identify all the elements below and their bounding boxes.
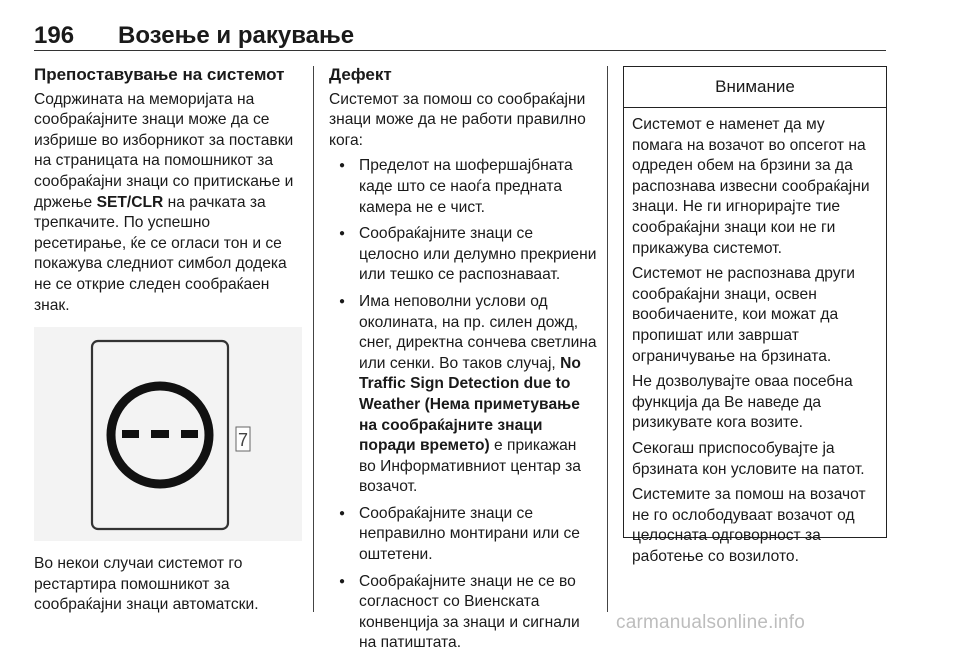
chapter-title: Возење и ракување bbox=[118, 22, 355, 49]
figure-svg bbox=[34, 327, 302, 541]
list-item: ● Пределот на шофершајбната каде што се наоѓа предната камера не е чист. bbox=[329, 156, 597, 218]
list-item: ● Сообраќајните знаци се целосно или делумно прекриени или тешко се распознаваат. bbox=[329, 224, 597, 286]
warning-title: Внимание bbox=[624, 67, 886, 108]
section-heading-fault: Дефект bbox=[329, 65, 392, 84]
reset-paragraph: Содржината на меморијата на сообраќајните знаци може да се избрише во изборникот за поставки на страницата на помошникот за сообраќајни знаци со притискање и држење SET/CLR на рачката за трепкачите. По успешно ресетирање, ќе се огласи тон и се покажува следниот симбол додека не се открие следен сообраќаен знак. bbox=[34, 90, 294, 314]
list-item: ● Сообраќајните знаци не се во согласност со Виенската конвенција за знаци и сигнали на патиштата. bbox=[329, 572, 597, 654]
column-reset bbox=[34, 65, 302, 616]
auto-restart-paragraph: Во некои случаи системот го рестартира помошникот за сообраќајни знаци автоматски. bbox=[34, 555, 259, 614]
dash-icon bbox=[181, 430, 198, 438]
section-heading-reset: Препоставување на системот bbox=[34, 65, 285, 84]
page-number: 196 bbox=[34, 22, 75, 49]
warning-paragraph: Секогаш приспособувајте ја брзината кон условите на патот. bbox=[632, 439, 865, 478]
list-item: ● Сообраќајните знаци се неправилно монтирани или се оштетени. bbox=[329, 504, 597, 566]
warning-paragraph: Не дозволувајте оваа посебна функција да Ве наведе да ризикувате кога возите. bbox=[632, 373, 853, 432]
column-divider bbox=[607, 66, 608, 612]
weather-message: No Traffic Sign Detection due to Weather (Нема приметување на сообраќајните знаци поради времето) bbox=[359, 354, 581, 455]
warning-paragraph: Системот не распознава други сообраќајни знаци, освен вообичаените, кои можат да пропишат или завршат ограничување на брзината. bbox=[632, 265, 855, 365]
list-item: ● Има неповолни услови од околината, на пр. силен дожд, снег, директна сончева светлина или сенки. Во таков случај, No Traffic Sign Detection due to Weather (Нема приметување на сообраќајните знаци поради времето) е прикажан во Информативниот центар за возачот. bbox=[329, 292, 597, 498]
warning-box bbox=[623, 66, 887, 565]
dash-icon bbox=[151, 430, 169, 438]
watermark: carmanualsonline.info bbox=[616, 612, 806, 633]
figure-callout-label: 7 bbox=[237, 430, 249, 451]
set-clr-label: SET/CLR bbox=[96, 193, 164, 211]
warning-paragraph: Системот е наменет да му помага на возачот во опсегот на одреден обем на брзини за да распознава извесни сообраќајни знаци. Не ги игнорирајте тие сообраќајни знаци кои не ги прикажува системот. bbox=[632, 116, 870, 257]
column-fault bbox=[329, 65, 597, 660]
warning-body bbox=[624, 108, 886, 567]
column-divider bbox=[313, 66, 314, 612]
fault-list bbox=[329, 156, 597, 654]
page-header bbox=[34, 22, 886, 51]
display-symbol-figure bbox=[34, 327, 302, 541]
fault-intro: Системот за помош со сообраќајни знаци може да не работи правилно кога: bbox=[329, 90, 586, 149]
dash-icon bbox=[122, 430, 139, 438]
warning-paragraph: Системите за помош на возачот не го ослободуваат возачот од целосната одговорност за работење со возилото. bbox=[632, 486, 866, 565]
